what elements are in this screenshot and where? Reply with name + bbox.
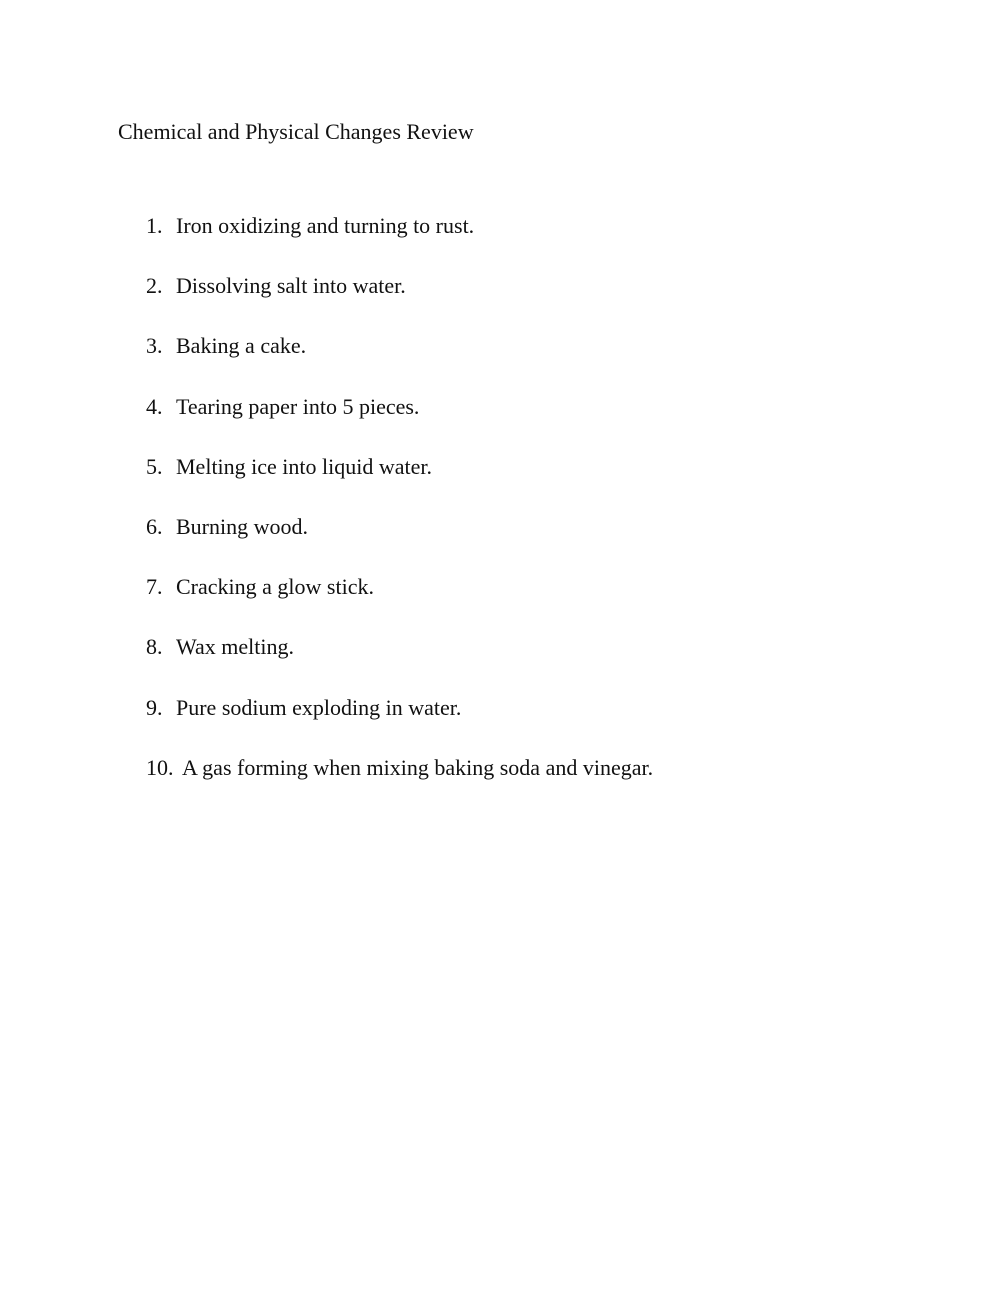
- question-item: [146, 753, 946, 813]
- question-item: [146, 512, 946, 572]
- question-list: [146, 211, 946, 813]
- question-item: [146, 452, 946, 512]
- question-text: Cracking a glow stick.: [176, 574, 374, 600]
- question-item: [146, 693, 946, 753]
- page-title: Chemical and Physical Changes Review: [118, 119, 474, 144]
- question-number: 2.: [146, 273, 163, 299]
- question-item: [146, 211, 946, 271]
- question-text: Iron oxidizing and turning to rust.: [176, 213, 475, 238]
- question-text: Melting ice into liquid water.: [176, 453, 433, 479]
- question-number: 8.: [146, 634, 163, 660]
- question-number: 6.: [146, 513, 163, 539]
- question-item: [146, 572, 946, 632]
- question-text: Pure sodium exploding in water.: [176, 694, 462, 720]
- question-number: 5.: [146, 453, 163, 479]
- question-number: 3.: [146, 333, 163, 359]
- question-item: [146, 331, 946, 391]
- question-text: Tearing paper into 5 pieces.: [176, 393, 420, 419]
- question-number: 10.: [146, 754, 174, 780]
- question-item: [146, 392, 946, 452]
- question-text: Burning wood.: [176, 513, 308, 539]
- question-number: 1.: [146, 213, 163, 238]
- question-number: 4.: [146, 393, 163, 419]
- question-number: 9.: [146, 694, 163, 720]
- question-item: [146, 632, 946, 692]
- question-item: [146, 271, 946, 331]
- question-text: Dissolving salt into water.: [176, 273, 406, 299]
- question-text: Baking a cake.: [176, 333, 307, 359]
- question-text: A gas forming when mixing baking soda and vinegar.: [182, 754, 654, 780]
- question-number: 7.: [146, 574, 163, 600]
- question-text: Wax melting.: [176, 634, 294, 660]
